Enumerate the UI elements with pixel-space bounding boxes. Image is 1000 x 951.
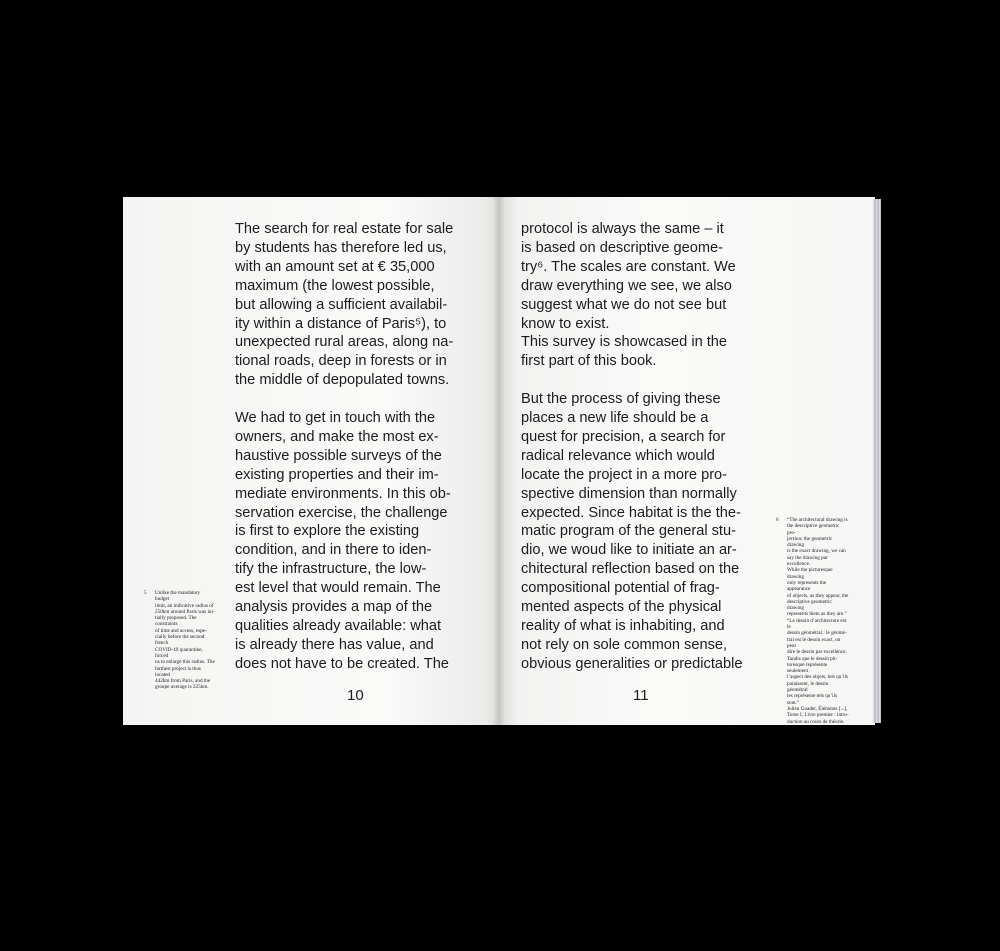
footnote-text: Unlike the mandatory budget limit, an indicative radius of 250km around Paris was ini- tially proposed. The constraints of time and access, espe- cially before the second french COVID-19 quarantine, forced us to enlarge this radius. The farthest project is thus located 442km from Paris, and the groupe average is 225km.: [155, 590, 215, 691]
footnote-number: 5: [144, 590, 147, 596]
left-page-body: [235, 220, 480, 674]
left-paragraph-2: We had to get in touch with the owners, and make the most ex- haustive possible surveys of the existing properties and their im- mediate environments. In this ob- servation exercise, the challenge is first to explore the existing condition, and in there to iden- tify the infrastructure, the low- est level that would remain. The analysis provides a map of the qualities already available: what is already there has value, and does not have to be created. The: [235, 410, 451, 672]
footnote-number: 6: [776, 517, 779, 523]
page-number-left: 10: [347, 687, 364, 704]
right-paragraph-1: protocol is always the same – it is based on descriptive geome- try⁶. The scales are constant. We draw everything we see, we also suggest what we do not see but know to exist. This survey is showcased in the first part of this book.: [521, 221, 736, 370]
footnote-text: “The architectural drawing is the descriptive geometric pro- jection; the geometric drawing is the exact drawing, we can say the drawing par excellence. While the picturesque drawing only represents the appearance of objects, as they appear, the descriptive geometric drawing represents them as they are.” “Le dessin d’architecture est le dessin géométral : le géomé- tral est le dessin exact, on peut dire le dessin par excellence. Tandis que le dessin pit- toresque représente seulement l’aspect des objets, tels qu’ils paraissent, le dessin géométral les représente tels qu’ils sont.” Julien Guadet, Éléments [...], Tome I, Livre premier : intro- duction au cours de théorie.: [787, 517, 849, 725]
right-paragraph-2: But the process of giving these places a new life should be a quest for precision, a search for radical relevance which would locate the project in a more pro- spective dimension than normally expected. Since habitat is the the- matic program of the general stu- dio, we woud like to initiate an ar- chitectural reflection based on the compositional potential of frag- mented aspects of the physical reality of what is inhabiting, and not rely on sole common sense, obvious generalities or predictable: [521, 391, 743, 672]
left-paragraph-1: The search for real estate for sale by students has therefore led us, with an amount set at € 35,000 maximum (the lowest possible, but allowing a sufficient availabil- ity within a distance of Paris⁵), to unexpected rural areas, along na- tional roads, deep in forests or in the middle of depopulated towns.: [235, 221, 454, 389]
page-number-right: 11: [633, 687, 649, 704]
open-book-spread: [123, 197, 881, 727]
right-page-body: [521, 220, 771, 674]
book-gutter: [493, 197, 505, 725]
right-page: [499, 197, 875, 725]
page-block-edge: [873, 199, 881, 723]
left-page: [123, 197, 501, 725]
